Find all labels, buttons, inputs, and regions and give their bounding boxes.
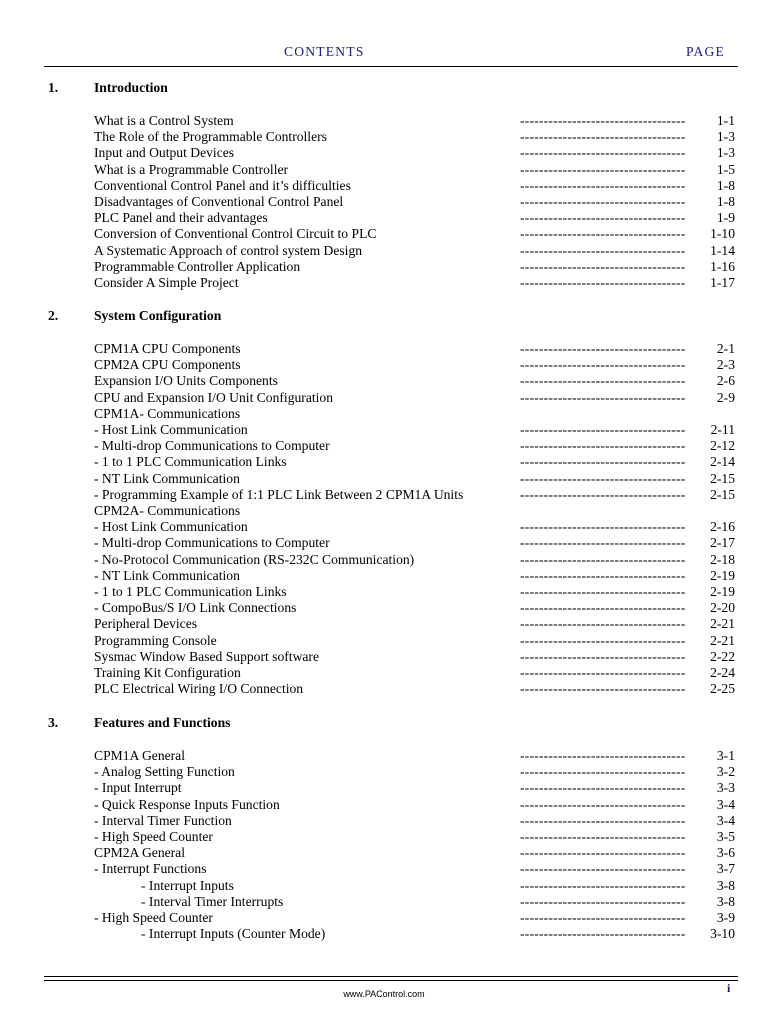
- dot-leader: -----------------------------------: [520, 210, 686, 226]
- toc-entry: [0, 161, 768, 178]
- toc-entry: [0, 877, 768, 894]
- toc-entry: [0, 860, 768, 877]
- toc-entry: [0, 664, 768, 681]
- header-divider: [44, 66, 738, 67]
- toc-entry-page: 1-10: [710, 226, 735, 242]
- toc-entry: [0, 567, 768, 584]
- toc-entry-page: 1-16: [710, 258, 735, 274]
- toc-entry-title: CPM1A General: [94, 748, 185, 763]
- toc-entry: [0, 583, 768, 600]
- dot-leader: -----------------------------------: [520, 616, 686, 632]
- toc-entry-page: 2-3: [716, 357, 735, 373]
- dot-leader: -----------------------------------: [520, 194, 686, 209]
- toc-entry-page: 3-9: [716, 910, 735, 925]
- toc-entry-page: 1-8: [716, 194, 735, 209]
- dot-leader: -----------------------------------: [520, 129, 686, 145]
- toc-entry: [0, 909, 768, 926]
- toc-entry: [0, 193, 768, 210]
- dot-leader: -----------------------------------: [520, 113, 686, 128]
- toc-entry-title: - 1 to 1 PLC Communication Links: [94, 454, 287, 470]
- toc-entry-title: PLC Electrical Wiring I/O Connection: [94, 681, 304, 697]
- toc-entry: [0, 486, 768, 503]
- toc-entry-page: 2-17: [710, 535, 735, 551]
- toc-entry-title: CPM1A CPU Components: [94, 341, 241, 356]
- toc-entry-title: CPM2A- Communications: [94, 503, 241, 518]
- toc-entry: [0, 518, 768, 535]
- section-title: Features and Functions: [94, 715, 231, 730]
- section-number: 2.: [48, 308, 59, 323]
- toc-entry: [0, 209, 768, 226]
- toc-entry-title: - Host Link Communication: [94, 422, 248, 437]
- dot-leader: -----------------------------------: [520, 926, 686, 942]
- footer-divider-thin: [44, 980, 738, 981]
- dot-leader: -----------------------------------: [520, 341, 686, 356]
- toc-entry-page: 1-14: [710, 242, 735, 258]
- section-title: Introduction: [94, 80, 168, 95]
- toc-entry-page: 2-20: [710, 600, 735, 616]
- dot-leader: -----------------------------------: [520, 422, 686, 437]
- section-number: 3.: [48, 715, 59, 730]
- toc-entry-page: 2-21: [710, 632, 735, 648]
- toc-entry: [0, 421, 768, 438]
- dot-leader: -----------------------------------: [520, 389, 686, 405]
- dot-leader: -----------------------------------: [520, 893, 686, 909]
- dot-leader: -----------------------------------: [520, 748, 686, 763]
- dot-leader: -----------------------------------: [520, 373, 686, 389]
- toc-entry-title: - CompoBus/S I/O Link Connections: [94, 600, 297, 616]
- dot-leader: -----------------------------------: [520, 861, 686, 877]
- section-title: System Configuration: [94, 308, 222, 323]
- dot-leader: -----------------------------------: [520, 567, 686, 583]
- dot-leader: -----------------------------------: [520, 470, 686, 486]
- toc-entry-title: What is a Programmable Controller: [94, 161, 289, 177]
- toc-entry-title: - Interval Timer Interrupts: [141, 893, 284, 909]
- toc-entry-page: 2-21: [710, 616, 735, 632]
- toc-entry-title: - Interrupt Functions: [94, 861, 207, 877]
- dot-leader: -----------------------------------: [520, 600, 686, 616]
- toc-entry-page: 2-16: [710, 519, 735, 535]
- toc-entry: [0, 925, 768, 942]
- toc-entry-page: 1-3: [716, 129, 735, 145]
- toc-entry: [0, 144, 768, 161]
- toc-entry-page: 3-4: [716, 796, 735, 812]
- toc-entry-page: 1-8: [716, 177, 735, 193]
- dot-leader: -----------------------------------: [520, 258, 686, 274]
- toc-entry-title: - 1 to 1 PLC Communication Links: [94, 584, 287, 599]
- toc-entry-title: Programming Console: [94, 632, 217, 648]
- toc-entry-title: - Programming Example of 1:1 PLC Link Between 2 CPM1A Units: [94, 486, 464, 502]
- dot-leader: -----------------------------------: [520, 551, 686, 567]
- toc-entry-page: 3-7: [716, 861, 735, 877]
- dot-leader: -----------------------------------: [520, 648, 686, 664]
- toc-entry-page: 2-1: [716, 341, 735, 356]
- toc-entry-page: 2-6: [716, 373, 735, 389]
- toc-entry: [0, 242, 768, 259]
- toc-header: [0, 44, 768, 64]
- dot-leader: -----------------------------------: [520, 584, 686, 599]
- dot-leader: -----------------------------------: [520, 454, 686, 470]
- toc-entry-page: 2-15: [710, 470, 735, 486]
- toc-entry-title: - NT Link Communication: [94, 567, 240, 583]
- dot-leader: -----------------------------------: [520, 780, 686, 796]
- toc-entry-title: CPU and Expansion I/O Unit Configuration: [94, 389, 334, 405]
- toc-entry: [0, 680, 768, 697]
- toc-entry: [0, 274, 768, 291]
- dot-leader: -----------------------------------: [520, 177, 686, 193]
- toc-entry-page: 2-22: [710, 648, 735, 664]
- toc-entry-page: 3-2: [716, 764, 735, 780]
- toc-entry-title: Sysmac Window Based Support software: [94, 648, 319, 664]
- toc-entry-page: 2-9: [716, 389, 735, 405]
- toc-entry-title: - Multi-drop Communications to Computer: [94, 535, 330, 551]
- toc-entry: [0, 225, 768, 242]
- toc-entry-page: 3-5: [716, 829, 735, 844]
- toc-entry-title: CPM2A CPU Components: [94, 357, 241, 373]
- dot-leader: -----------------------------------: [520, 357, 686, 373]
- dot-leader: -----------------------------------: [520, 161, 686, 177]
- dot-leader: -----------------------------------: [520, 910, 686, 925]
- dot-leader: -----------------------------------: [520, 226, 686, 242]
- section-heading: [0, 307, 768, 324]
- toc-entry: [0, 779, 768, 796]
- toc-entry-title: - Interrupt Inputs: [141, 877, 234, 893]
- toc-entry-page: 3-6: [716, 845, 735, 861]
- toc-entry: [0, 437, 768, 454]
- toc-entry-title: - Analog Setting Function: [94, 764, 235, 780]
- toc-entry-page: 2-19: [710, 584, 735, 599]
- toc-entry: [0, 112, 768, 129]
- toc-entry: [0, 615, 768, 632]
- toc-entry: [0, 389, 768, 406]
- toc-entry-title: A Systematic Approach of control system Design: [94, 242, 363, 258]
- section-heading: [0, 79, 768, 96]
- toc-entry: [0, 551, 768, 568]
- toc-entry-page: 2-18: [710, 551, 735, 567]
- toc-entry-page: 1-5: [716, 161, 735, 177]
- dot-leader: -----------------------------------: [520, 829, 686, 844]
- toc-entry-title: - Input Interrupt: [94, 780, 182, 796]
- toc-entry-title: Programmable Controller Application: [94, 258, 301, 274]
- dot-leader: -----------------------------------: [520, 486, 686, 502]
- toc-entry-title: - Multi-drop Communications to Computer: [94, 438, 330, 454]
- toc-entry-title: Expansion I/O Units Components: [94, 373, 278, 389]
- page-number: i: [727, 981, 731, 995]
- toc-entry: [0, 747, 768, 764]
- toc-entry: [0, 828, 768, 845]
- toc-entry-page: 2-19: [710, 567, 735, 583]
- toc-entry-title: CPM2A General: [94, 845, 185, 861]
- toc-entry-title: - Interrupt Inputs (Counter Mode): [141, 926, 326, 942]
- dot-leader: -----------------------------------: [520, 845, 686, 861]
- section-number: 1.: [48, 80, 59, 95]
- toc-entry: [0, 340, 768, 357]
- toc-entry-page: 2-24: [710, 665, 735, 680]
- toc-entry-title: - No-Protocol Communication (RS-232C Communication): [94, 551, 415, 567]
- toc-entry-page: 2-12: [710, 438, 735, 454]
- toc-entry: [0, 844, 768, 861]
- dot-leader: -----------------------------------: [520, 145, 686, 161]
- footer-website: www.PAControl.com: [343, 989, 425, 999]
- dot-leader: -----------------------------------: [520, 632, 686, 648]
- toc-entry: [0, 356, 768, 373]
- toc-entry: [0, 502, 768, 519]
- toc-entry-title: Disadvantages of Conventional Control Panel: [94, 194, 344, 209]
- toc-entry-title: - Interval Timer Function: [94, 812, 232, 828]
- toc-entry-title: - High Speed Counter: [94, 829, 213, 844]
- dot-leader: -----------------------------------: [520, 812, 686, 828]
- toc-entry-page: 1-3: [716, 145, 735, 161]
- toc-entry-title: Conventional Control Panel and it’s difficulties: [94, 177, 351, 193]
- toc-entry-title: Training Kit Configuration: [94, 665, 241, 680]
- dot-leader: -----------------------------------: [520, 665, 686, 680]
- dot-leader: -----------------------------------: [520, 764, 686, 780]
- toc-entry-title: - NT Link Communication: [94, 470, 240, 486]
- toc-entry-title: - Host Link Communication: [94, 519, 248, 535]
- toc-entry-title: Conversion of Conventional Control Circuit to PLC: [94, 226, 377, 242]
- toc-entry-title: What is a Control System: [94, 113, 234, 128]
- toc-entry: [0, 128, 768, 145]
- dot-leader: -----------------------------------: [520, 438, 686, 454]
- dot-leader: -----------------------------------: [520, 877, 686, 893]
- dot-leader: -----------------------------------: [520, 275, 686, 290]
- toc-entry: [0, 534, 768, 551]
- toc-entry-page: 2-14: [710, 454, 735, 470]
- toc-entry-page: 3-8: [716, 893, 735, 909]
- dot-leader: -----------------------------------: [520, 242, 686, 258]
- toc-entry: [0, 372, 768, 389]
- footer-divider: [44, 976, 738, 977]
- page-heading: PAGE: [686, 44, 726, 59]
- section-heading: [0, 714, 768, 731]
- toc-entry: [0, 470, 768, 487]
- toc-entry-page: 1-17: [710, 275, 735, 290]
- toc-entry: [0, 258, 768, 275]
- toc-entry-page: 1-1: [716, 113, 735, 128]
- toc-entry-title: PLC Panel and their advantages: [94, 210, 268, 226]
- toc-entry: [0, 453, 768, 470]
- dot-leader: -----------------------------------: [520, 796, 686, 812]
- toc-entry-page: 3-3: [716, 780, 735, 796]
- toc-entry-page: 2-25: [710, 681, 735, 697]
- dot-leader: -----------------------------------: [520, 681, 686, 697]
- toc-entry-page: 1-9: [716, 210, 735, 226]
- toc-entry: [0, 763, 768, 780]
- toc-entry-title: Consider A Simple Project: [94, 275, 239, 290]
- toc-entry: [0, 812, 768, 829]
- toc-entry: [0, 177, 768, 194]
- toc-entry-page: 2-15: [710, 486, 735, 502]
- dot-leader: -----------------------------------: [520, 519, 686, 535]
- toc-entry-title: CPM1A- Communications: [94, 405, 241, 421]
- toc-entry-title: - Quick Response Inputs Function: [94, 796, 280, 812]
- toc-entry-title: The Role of the Programmable Controllers: [94, 129, 327, 145]
- toc-entry-title: Input and Output Devices: [94, 145, 235, 161]
- toc-entry-page: 3-1: [716, 748, 735, 763]
- toc-entry: [0, 648, 768, 665]
- toc-entry-page: 3-10: [710, 926, 735, 942]
- toc-entry-page: 2-11: [710, 422, 735, 437]
- toc-entry-page: 3-8: [716, 877, 735, 893]
- contents-heading: CONTENTS: [284, 44, 365, 59]
- dot-leader: -----------------------------------: [520, 535, 686, 551]
- toc-entry: [0, 405, 768, 422]
- toc-entry-title: Peripheral Devices: [94, 616, 198, 632]
- toc-entry: [0, 632, 768, 649]
- toc-entry-title: - High Speed Counter: [94, 910, 213, 925]
- toc-entry: [0, 599, 768, 616]
- toc-entry: [0, 796, 768, 813]
- toc-entry: [0, 893, 768, 910]
- toc-entry-page: 3-4: [716, 812, 735, 828]
